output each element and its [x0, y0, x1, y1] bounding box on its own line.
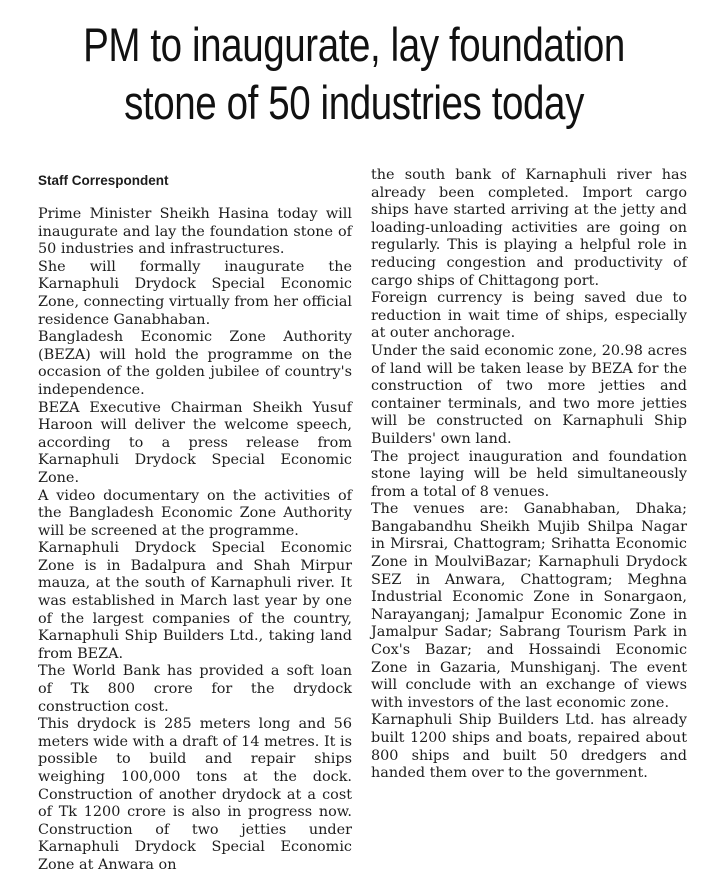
paragraph: Bangladesh Economic Zone Authority (BEZA) will hold the programme on the occasion of the golden jubilee of country's independence.: [38, 329, 352, 398]
paragraph: A video documentary on the activities of the Bangladesh Economic Zone Authority will be screened at the programme.: [38, 487, 352, 539]
paragraph: She will formally inaugurate the Karnaphuli Drydock Special Economic Zone, connecting virtually from her official residence Ganabhaban.: [38, 258, 352, 328]
paragraph: the south bank of Karnaphuli river has already been completed. Import cargo ships have started arriving at the jetty and loading-unloading activities are going on regularly. This is playing a helpful role in reducing congestion and productivity of cargo ships of Chittagong port.: [371, 167, 687, 289]
paragraph: This drydock is 285 meters long and 56 meters wide with a draft of 14 metres. It is possible to build and repair ships weighing 100,000 tons at the dock. Construction of another drydock at a cost of Tk 1200 crore is also in progress now. Construction of two jetties under Karnaphuli Drydock Special Economic Zone at Anwara on: [38, 716, 352, 873]
byline: Staff Correspondent: [38, 173, 169, 188]
paragraph: Karnaphuli Ship Builders Ltd. has already built 1200 ships and boats, repaired about 800 ships and built 50 dredgers and handed them over to the government.: [371, 712, 687, 782]
paragraph: The venues are: Ganabhaban, Dhaka; Bangabandhu Sheikh Mujib Shilpa Nagar in Mirsrai, Chattogram; Srihatta Economic Zone in MoulviBazar; Karnaphuli Drydock SEZ in Anwara, Chattogram; Meghna Industrial Economic Zone in Sonargaon, Narayanganj; Jamalpur Economic Zone in Jamalpur Sadar; Sabrang Tourism Park in Cox's Bazar; and Hossaindi Economic Zone in Gazaria, Munshiganj. The event will conclude with an exchange of views with investors of the last economic zone.: [371, 501, 687, 711]
paragraph: BEZA Executive Chairman Sheikh Yusuf Haroon will deliver the welcome speech, according to a press release from Karnaphuli Drydock Special Economic Zone.: [38, 399, 352, 486]
paragraph: The project inauguration and foundation stone laying will be held simultaneously from a total of 8 venues.: [371, 448, 687, 500]
headline-line-2: stone of 50 industries today: [124, 76, 584, 129]
paragraph: The World Bank has provided a soft loan of Tk 800 crore for the drydock construction cost.: [38, 663, 352, 715]
paragraph: Under the said economic zone, 20.98 acres of land will be taken lease by BEZA for the construction of two more jetties and container terminals, and two more jetties will be constructed on Karnaphuli Ship Builders' own land.: [371, 342, 687, 447]
paragraph: Foreign currency is being saved due to reduction in wait time of ships, especially at outer anchorage.: [371, 290, 687, 342]
paragraph: Prime Minister Sheikh Hasina today will inaugurate and lay the foundation stone of 50 industries and infrastructures.: [38, 206, 352, 258]
paragraph: Karnaphuli Drydock Special Economic Zone is in Badalpura and Shah Mirpur mauza, at the south of Karnaphuli river. It was established in March last year by one of the largest companies of the country, Karnaphuli Ship Builders Ltd., taking land from BEZA.: [38, 540, 352, 662]
headline-line-1: PM to inaugurate, lay foundation: [83, 18, 625, 71]
article-column-left: [38, 172, 352, 875]
headline: [64, 16, 645, 132]
article-column-right: [371, 167, 687, 783]
